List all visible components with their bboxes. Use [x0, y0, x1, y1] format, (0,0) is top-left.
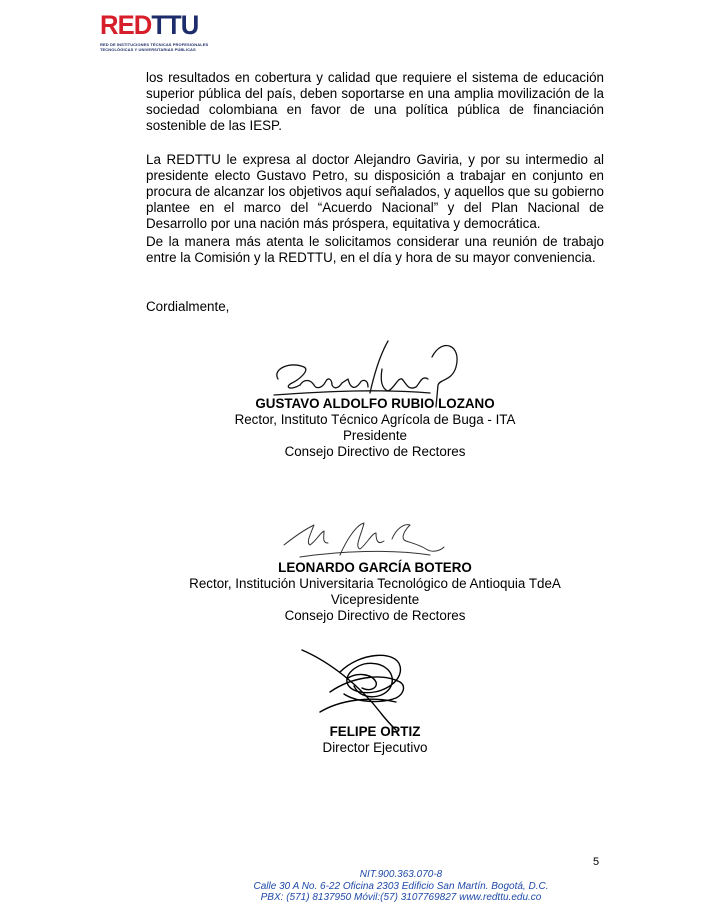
paragraph-1: los resultados en cobertura y calidad que requiere el sistema de educación superior pública del país, deben soportarse en una amplia movilización de la sociedad colombiana en favor de una política pública de financiación sostenible de las IESP. [146, 70, 604, 133]
signatory-1-body: Consejo Directivo de Rectores [284, 444, 466, 459]
footer [146, 869, 656, 904]
signature-3 [300, 642, 412, 734]
signatory-3 [146, 724, 604, 756]
footer-nit: NIT.900.363.070-8 [359, 869, 443, 880]
signatory-2 [146, 560, 604, 624]
paragraph-3: De la manera más atenta le solicitamos considerar una reunión de trabajo entre la Comisión y la REDTTU, en el día y hora de su mayor conveniencia. [146, 234, 604, 265]
signatory-3-title: Director Ejecutivo [322, 740, 428, 755]
logo-subtitle-2: TECNOLÓGICAS Y UNIVERSITARIAS PÚBLICAS [100, 47, 196, 52]
signatory-3-name: FELIPE ORTIZ [329, 724, 421, 739]
logo-wordmark: REDTTU [100, 10, 199, 40]
signatory-2-title: Vicepresidente [330, 592, 420, 607]
page-number: 5 [593, 856, 600, 868]
signatory-2-name: LEONARDO GARCÍA BOTERO [278, 560, 472, 575]
signatory-1 [146, 396, 604, 460]
paragraph-2: La REDTTU le expresa al doctor Alejandro Gaviria, y por su intermedio al presidente electo Gustavo Petro, su disposición a trabajar en conjunto en procura de alcanzar los objetivos aquí señalados, y aquellos que su gobierno plantee en el marco del “Acuerdo Nacional” y del Plan Nacional de Desarrollo por una nación más próspera, equitativa y democrática. [146, 152, 604, 231]
signature-2 [280, 515, 450, 563]
signatory-1-name: GUSTAVO ALDOLFO RUBIO LOZANO [255, 396, 495, 411]
signatory-1-title: Presidente [342, 428, 408, 443]
logo-subtitle-1: RED DE INSTITUCIONES TÉCNICAS PROFESIONALES [100, 42, 209, 47]
footer-address: Calle 30 A No. 6-22 Oficina 2303 Edificio San Martín. Bogotá, D.C. [253, 880, 549, 892]
footer-contact: PBX: (571) 8137950 Móvil:(57) 3107769827 www.redttu.edu.co [260, 892, 542, 903]
signatory-2-role: Rector, Institución Universitaria Tecnológico de Antioquia TdeA [189, 576, 561, 591]
closing: Cordialmente, [146, 299, 230, 314]
signatory-2-body: Consejo Directivo de Rectores [284, 608, 466, 623]
signatory-1-role: Rector, Instituto Técnico Agrícola de Buga - ITA [234, 412, 516, 427]
redttu-logo [100, 10, 209, 52]
